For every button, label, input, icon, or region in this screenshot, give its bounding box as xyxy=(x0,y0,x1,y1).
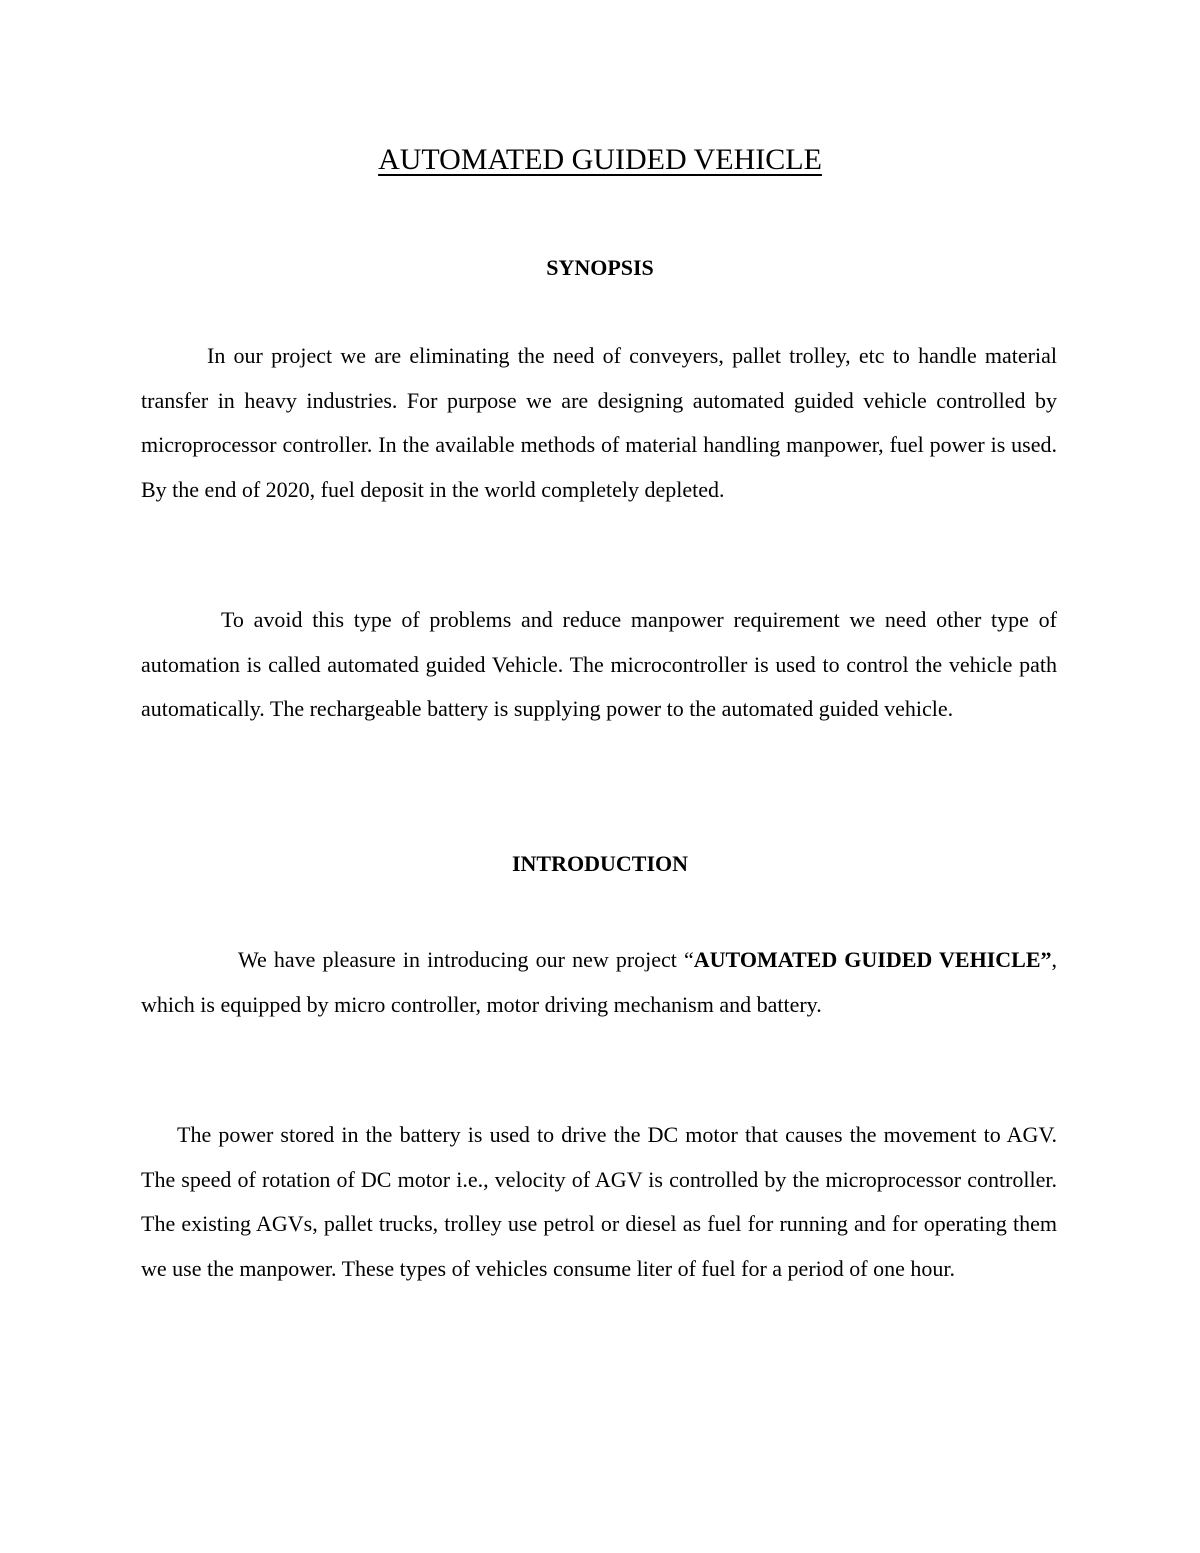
introduction-paragraph-2-text: The power stored in the battery is used to drive the DC motor that causes the movement to AGV. The speed of rotation of DC motor i.e., velocity of AGV is controlled by the microprocessor controller. The existing AGVs, pallet trucks, trolley use petrol or diesel as fuel for running and for operating them we use the manpower. These types of vehicles consume liter of fuel for a period of one hour. xyxy=(141,1122,1057,1281)
synopsis-heading: SYNOPSIS xyxy=(546,255,654,280)
introduction-paragraph-2 xyxy=(141,1113,1057,1291)
synopsis-paragraph-1 xyxy=(141,334,1057,512)
synopsis-paragraph-2-text: To avoid this type of problems and reduce manpower requirement we need other type of automation is called automated guided Vehicle. The microcontroller is used to control the vehicle path automatically. The rechargeable battery is supplying power to the automated guided vehicle. xyxy=(141,607,1057,721)
synopsis-paragraph-1-text: In our project we are eliminating the need of conveyers, pallet trolley, etc to handle material transfer in heavy industries. For purpose we are designing automated guided vehicle controlled by microprocessor controller. In the available methods of material handling manpower, fuel power is used. By the end of 2020, fuel deposit in the world completely depleted. xyxy=(141,343,1057,502)
introduction-paragraph-1-rest: , which is equipped by micro controller, motor driving mechanism and battery. xyxy=(141,947,1057,1017)
synopsis-paragraph-2 xyxy=(141,598,1057,732)
introduction-heading: INTRODUCTION xyxy=(511,851,689,876)
introduction-paragraph-1 xyxy=(141,938,1057,1027)
project-name: AUTOMATED GUIDED VEHICLE” xyxy=(693,947,1052,972)
document-title: AUTOMATED GUIDED VEHICLE xyxy=(378,143,822,176)
introduction-paragraph-1-lead: We have pleasure in introducing our new project “ xyxy=(238,947,694,972)
